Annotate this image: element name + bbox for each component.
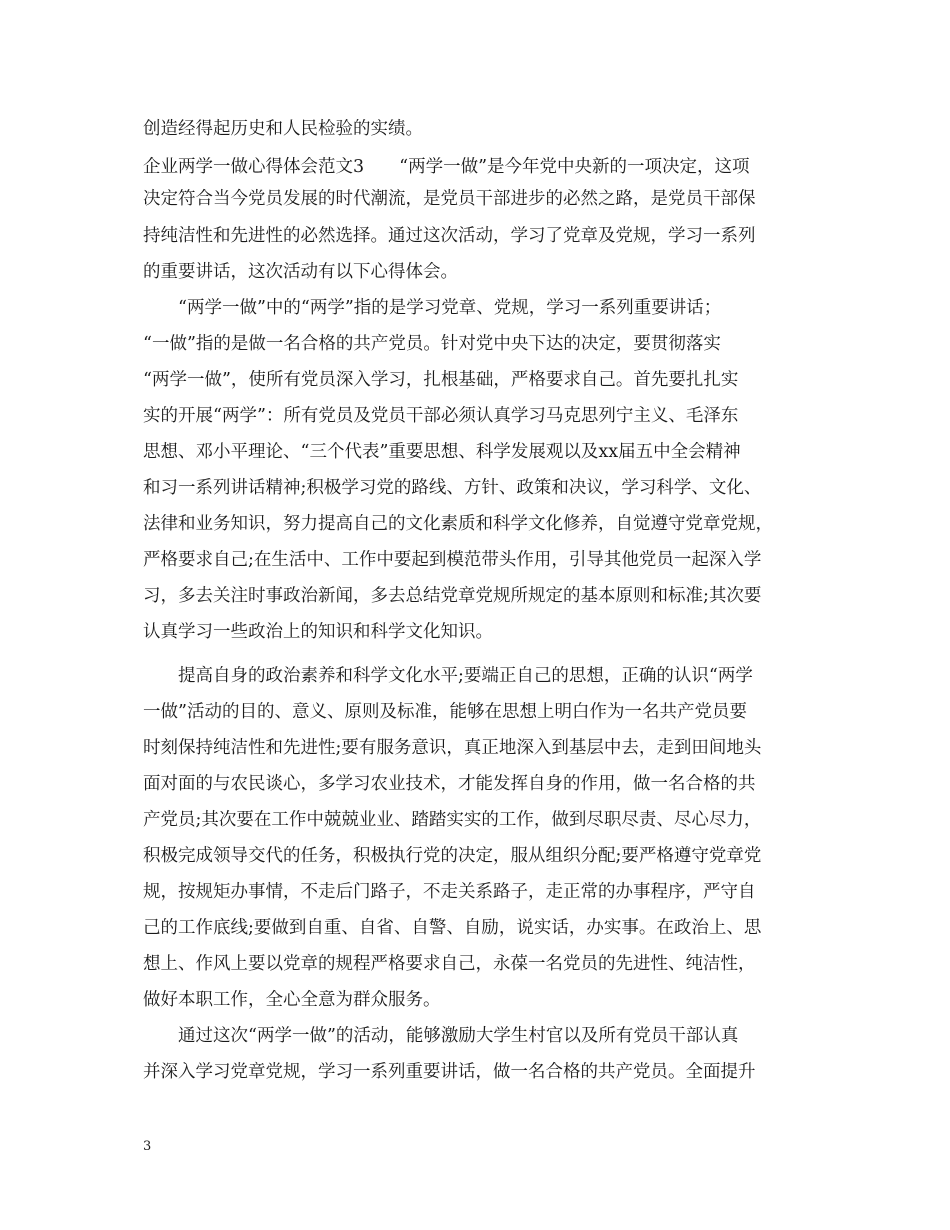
text-line: 并深入学习党章党规，学习一系列重要讲话，做一名合格的共产党员。全面提升 (143, 1062, 756, 1082)
text-line: 的重要讲话，这次活动有以下心得体会。 (143, 262, 458, 282)
page-number: 3 (143, 1139, 152, 1154)
text-line: 做好本职工作，全心全意为群众服务。 (143, 990, 441, 1010)
text-line: 和习一系列讲话精神;积极学习党的路线、方针、政策和决议，学习科学、文化、 (143, 478, 762, 498)
text-line: “一做”指的是做一名合格的共产党员。针对党中央下达的决定，要贯彻落实 (143, 334, 721, 354)
text-line: 产党员;其次要在工作中兢兢业业、踏踏实实的工作，做到尽职尽责、尽心尽力， (143, 810, 762, 830)
text-line: 创造经得起历史和人民检验的实绩。 (143, 119, 423, 139)
text-line: 决定符合当今党员发展的时代潮流，是党员干部进步的必然之路，是党员干部保 (143, 189, 756, 209)
text-line: 思想、邓小平理论、“三个代表”重要思想、科学发展观以及xx届五中全会精神 (143, 442, 741, 462)
text-line: 一做”活动的目的、意义、原则及标准，能够在思想上明白作为一名共产党员要 (143, 702, 747, 722)
text-line: 实的开展“两学”：所有党员及党员干部必须认真学习马克思列宁主义、毛泽东 (143, 406, 739, 426)
text-line: 习，多去关注时事政治新闻，多去总结党章党规所规定的基本原则和标准;其次要 (143, 586, 762, 606)
text-line: 规，按规矩办事情，不走后门路子，不走关系路子，走正常的办事程序，严守自 (143, 882, 756, 902)
text-line: 企业两学一做心得体会范文3 “两学一做”是今年党中央新的一项决定，这项 (143, 157, 750, 177)
text-line: 积极完成领导交代的任务，积极执行党的决定，服从组织分配;要严格遵守党章党 (143, 846, 762, 866)
text-line: 时刻保持纯洁性和先进性;要有服务意识，真正地深入到基层中去，走到田间地头 (143, 738, 762, 758)
text-line: 通过这次“两学一做”的活动，能够激励大学生村官以及所有党员干部认真 (143, 1026, 739, 1046)
text-line: “两学一做”中的“两学”指的是学习党章、党规，学习一系列重要讲话； (143, 298, 722, 318)
text-line: 己的工作底线;要做到自重、自省、自警、自励，说实话，办实事。在政治上、思 (143, 918, 762, 938)
text-line: 严格要求自己;在生活中、工作中要起到模范带头作用，引导其他党员一起深入学 (143, 550, 762, 570)
text-line: 提高自身的政治素养和科学文化水平;要端正自己的思想，正确的认识“两学 (143, 666, 753, 686)
text-line: 持纯洁性和先进性的必然选择。通过这次活动，学习了党章及党规，学习一系列 (143, 226, 756, 246)
text-line: 法律和业务知识，努力提高自己的文化素质和科学文化修养，自觉遵守党章党规， (143, 514, 773, 534)
text-line: 认真学习一些政治上的知识和科学文化知识。 (143, 622, 493, 642)
text-line: 想上、作风上要以党章的规程严格要求自己，永葆一名党员的先进性、纯洁性， (143, 954, 756, 974)
text-line: “两学一做”，使所有党员深入学习，扎根基础，严格要求自己。首先要扎扎实 (143, 370, 739, 390)
text-line: 面对面的与农民谈心，多学习农业技术，才能发挥自身的作用，做一名合格的共 (143, 774, 756, 794)
